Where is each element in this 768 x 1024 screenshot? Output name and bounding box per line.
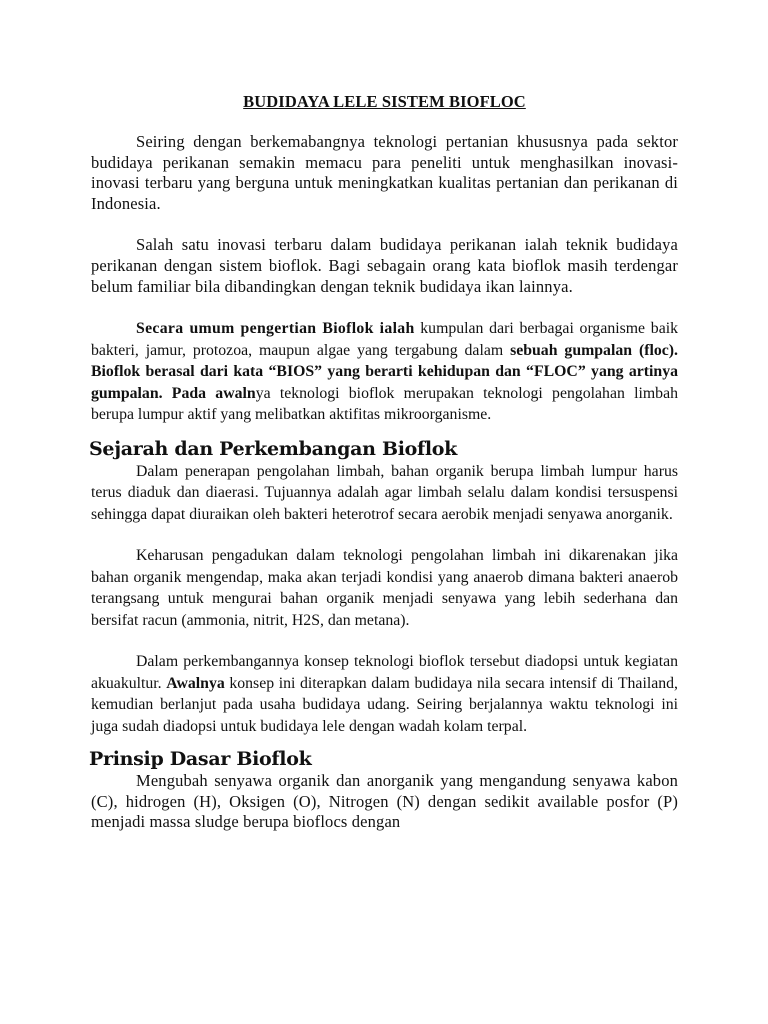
- history-text-1: Dalam perkembangannya konsep teknologi bioflok tersebut diadopsi untuk kegiatan akuakultur.: [91, 653, 678, 692]
- definition-text-2: ya teknologi bioflok merupakan teknologi pengolahan limbah berupa lumpur aktif yang melibatkan aktifitas mikroorganisme.: [91, 384, 678, 424]
- history-emphasis: Awalnya: [166, 674, 225, 692]
- definition-text-1: kumpulan dari berbagai organisme baik bakteri, jamur, protozoa, maupun algae yang tergabung dalam: [91, 320, 678, 359]
- history-text-2: konsep ini diterapkan dalam budidaya nila secara intensif di Thailand, kemudian berlanjut pada usaha budidaya udang. Seiring berjalannya waktu teknologi ini juga sudah diadopsi untuk budidaya lele dengan wadah kolam terpal.: [91, 674, 678, 735]
- section-heading-principle: Prinsip Dasar Bioflok: [89, 748, 312, 771]
- definition-emphasis: sebuah gumpalan (floc). Bioflok berasal dari kata “BIOS” yang berarti kehidupan dan “FLOC” yang artinya gumpalan. Pada awaln: [91, 341, 678, 402]
- definition-lead: Secara umum pengertian Bioflok ialah: [136, 320, 415, 338]
- history-paragraph-3: [91, 651, 678, 737]
- intro-paragraph-1: Seiring dengan berkemabangnya teknologi pertanian khususnya pada sektor budidaya perikanan semakin memacu para peneliti untuk menghasilkan inovasi-inovasi terbaru yang berguna untuk meningkatkan kualitas pertanian dan perikanan di Indonesia.: [91, 132, 678, 213]
- section-heading-history: Sejarah dan Perkembangan Bioflok: [89, 437, 458, 460]
- intro-paragraph-2: Salah satu inovasi terbaru dalam budidaya perikanan ialah teknik budidaya perikanan dengan sistem bioflok. Bagi sebagain orang kata bioflok masih terdengar belum familiar bila dibandingkan dengan teknik budidaya ikan lainnya.: [91, 235, 678, 296]
- history-paragraph-2: Keharusan pengadukan dalam teknologi pengolahan limbah ini dikarenakan jika bahan organik mengendap, maka akan terjadi kondisi yang anaerob dimana bakteri anaerob terangsang untuk mengurai bahan organik menjadi senyawa yang lebih sederhana dan bersifat racun (ammonia, nitrit, H2S, dan metana).: [91, 547, 678, 629]
- document-title: BUDIDAYA LELE SISTEM BIOFLOC: [243, 92, 526, 111]
- principle-paragraph-1: Mengubah senyawa organik dan anorganik yang mengandung senyawa kabon (C), hidrogen (H), Oksigen (O), Nitrogen (N) dengan sedikit available posfor (P) menjadi massa sludge berupa bioflocs dengan: [91, 771, 678, 832]
- intro-paragraph-3: [91, 318, 678, 426]
- history-paragraph-1: Dalam penerapan pengolahan limbah, bahan organik berupa limbah lumpur harus terus diaduk dan diaerasi. Tujuannya adalah agar limbah selalu dalam kondisi tersuspensi sehingga dapat diuraikan oleh bakteri heterotrof secara aerobik menjadi senyawa anorganik.: [91, 462, 678, 523]
